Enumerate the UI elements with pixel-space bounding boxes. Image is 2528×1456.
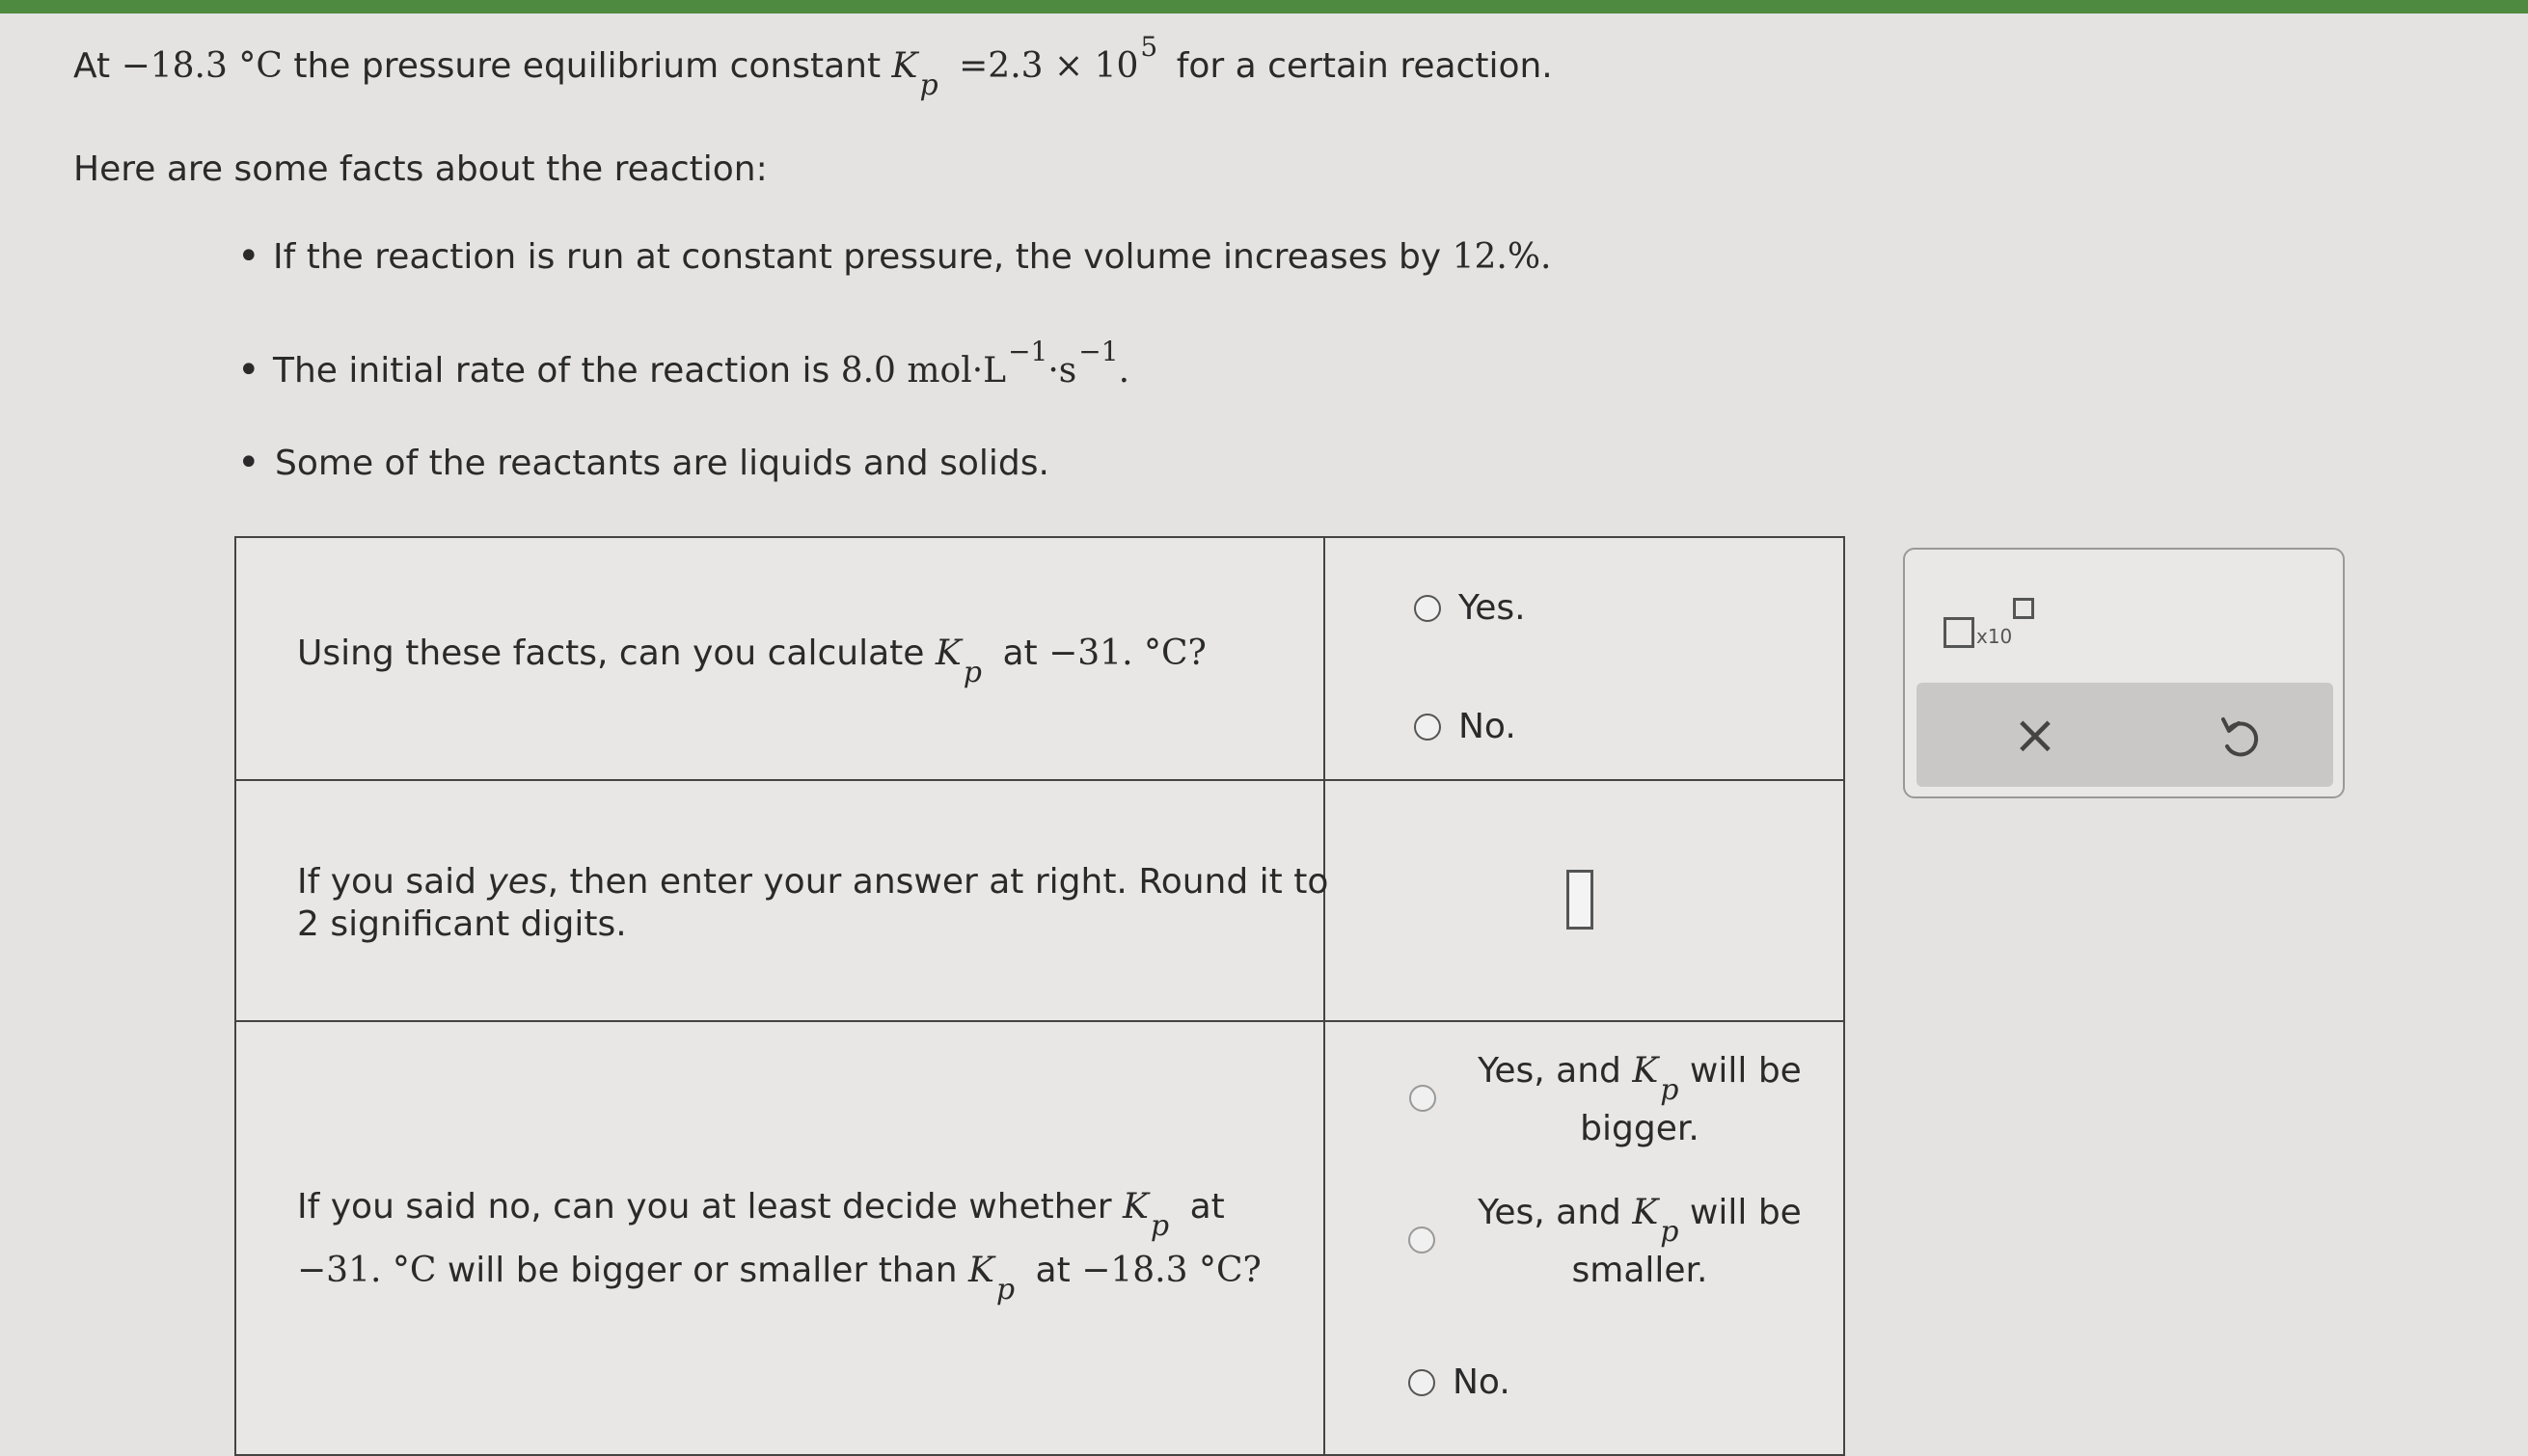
undo-icon bbox=[2206, 702, 2273, 769]
fact-rate: The initial rate of the reaction is 8.0 $mol\cdot L^{-1}\cdot s^{-1}$. bbox=[273, 336, 1130, 391]
radio-bigger[interactable] bbox=[1409, 1085, 1436, 1112]
question-1-text: Using these facts, can you calculate $K_p$ at −31. °C? bbox=[297, 634, 1207, 689]
radio-no[interactable] bbox=[1414, 714, 1441, 741]
radio-yes[interactable] bbox=[1414, 595, 1441, 622]
question-3-text: If you said no, can you at least decide whether $K_p$ at −31. °C will be bigger or smaller than $K_p$ at −18.3 °C? bbox=[297, 1187, 1262, 1307]
column-divider bbox=[1323, 536, 1325, 1456]
exponent-box-icon bbox=[2013, 598, 2034, 619]
radio-no-decide[interactable] bbox=[1408, 1369, 1435, 1396]
clear-button[interactable]: × bbox=[2012, 704, 2058, 767]
fact-phases: Some of the reactants are liquids and solids. bbox=[275, 444, 1049, 483]
option-smaller-label: Yes, and $K_p$ will be smaller. bbox=[1478, 1193, 1802, 1290]
bullet-dot: • bbox=[237, 348, 260, 392]
fact-volume: If the reaction is run at constant pressure, the volume increases by 12.%. bbox=[273, 237, 1552, 277]
top-accent-bar bbox=[0, 0, 2528, 13]
answer-tools-panel bbox=[1903, 548, 2345, 798]
bullet-dot: • bbox=[237, 234, 260, 279]
bullet-dot: • bbox=[237, 441, 260, 485]
option-yes-label: Yes. bbox=[1458, 588, 1526, 628]
radio-smaller[interactable] bbox=[1408, 1227, 1435, 1254]
answer-input[interactable] bbox=[1566, 870, 1593, 930]
option-bigger-label: Yes, and $K_p$ will be bigger. bbox=[1478, 1051, 1802, 1148]
option-no-decide-label: No. bbox=[1453, 1362, 1510, 1402]
intro-statement: At −18.3 °C the pressure equilibrium constant $K_p =2.3 \times 10^5$ for a certain reaction. bbox=[73, 31, 1553, 102]
undo-button[interactable] bbox=[2206, 702, 2273, 769]
option-no-label: No. bbox=[1458, 707, 1516, 746]
question-2-text: If you said yes, then enter your answer at right. Round it to 2 significant digits. bbox=[297, 862, 1329, 944]
mantissa-box-icon bbox=[1944, 617, 1974, 648]
facts-heading: Here are some facts about the reaction: bbox=[73, 149, 768, 189]
tool-action-bar bbox=[1916, 683, 2333, 787]
scientific-notation-button[interactable]: x10 bbox=[1944, 598, 2040, 656]
row-divider bbox=[234, 1020, 1845, 1022]
row-divider bbox=[234, 779, 1845, 781]
